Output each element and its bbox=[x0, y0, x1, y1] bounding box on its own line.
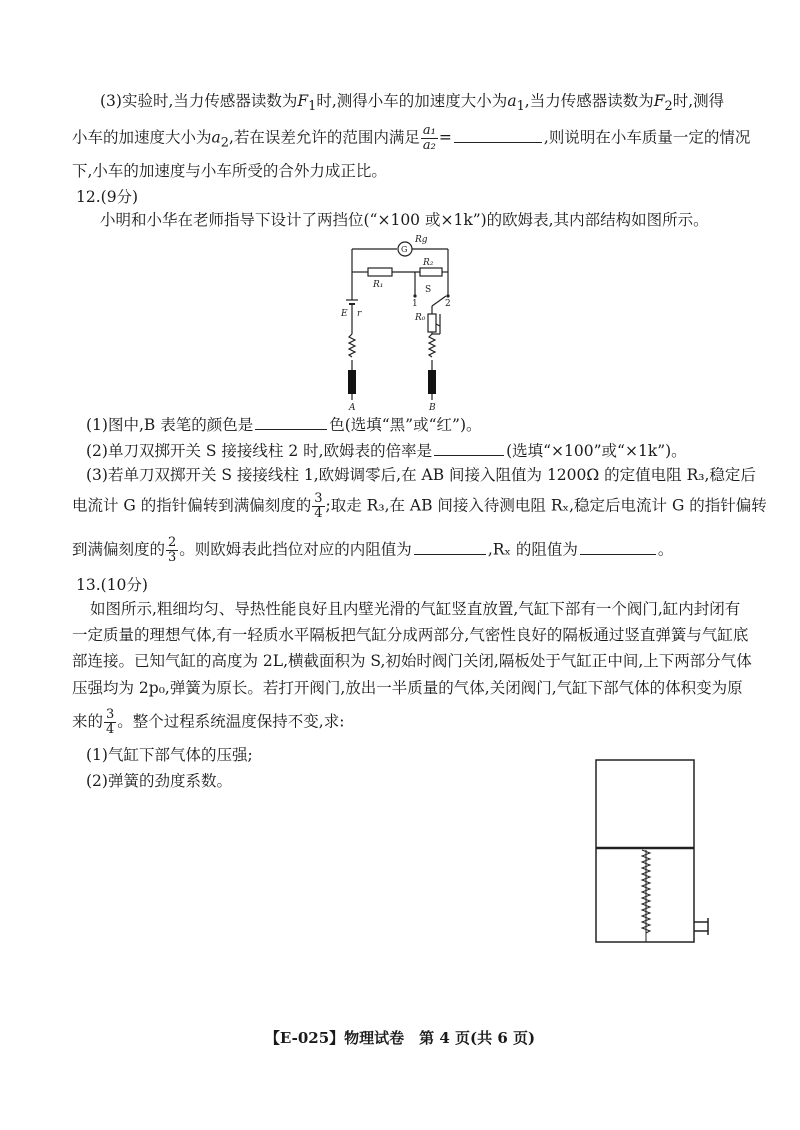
rheostat-r0 bbox=[428, 314, 436, 332]
cylinder-diagram bbox=[590, 756, 720, 946]
spring bbox=[642, 850, 650, 942]
q12-sub3-line2: 电流计 G 的指针偏转到满偏刻度的 $\frac{3}{4}$ ;取走 R₃,在 AB 间接入待测电阻 Rₓ,稳定后电流计 G 的指针偏转 bbox=[72, 491, 767, 521]
answer-blank-internal-resistance[interactable] bbox=[414, 540, 486, 555]
page-footer: 【E-025】物理试卷 第 4 页(共 6 页) bbox=[264, 1029, 536, 1047]
svg-text:1: 1 bbox=[412, 299, 418, 309]
answer-blank-multiplier[interactable] bbox=[434, 441, 504, 456]
q13-sub1: (1)气缸下部气体的压强; bbox=[86, 746, 253, 764]
svg-text:E: E bbox=[341, 309, 348, 319]
q12-sub3-line1: (3)若单刀双掷开关 S 接接线柱 1,欧姆调零后,在 AB 间接入阻值为 1200Ω 的定值电阻 R₃,稳定后 bbox=[86, 466, 756, 484]
resistor-r2 bbox=[420, 268, 442, 276]
svg-text:G: G bbox=[401, 245, 408, 254]
svg-text:B: B bbox=[429, 403, 436, 413]
svg-text:R₁: R₁ bbox=[373, 280, 384, 290]
q12-heading: 12.(9分) bbox=[76, 188, 139, 206]
q11-3-line3: 下,小车的加速度与小车所受的合外力成正比。 bbox=[72, 162, 387, 180]
q12-sub1: (1)图中,B 表笔的颜色是 色(选填“黑”或“红”)。 bbox=[86, 416, 482, 434]
ohmmeter-circuit-diagram bbox=[335, 234, 475, 414]
q12-sub2: (2)单刀双掷开关 S 接接线柱 2 时,欧姆表的倍率是 (选填“×100”或“×1k”)。 bbox=[86, 442, 687, 460]
probe-a bbox=[348, 370, 356, 394]
svg-text:r: r bbox=[357, 309, 362, 319]
svg-text:R₂: R₂ bbox=[423, 258, 434, 268]
svg-text:R₀: R₀ bbox=[415, 313, 426, 323]
svg-text:S: S bbox=[425, 285, 432, 295]
q13-para-4: 压强均为 2p₀,弹簧为原长。若打开阀门,放出一半质量的气体,关闭阀门,气缸下部气体的体积变为原 bbox=[72, 679, 743, 697]
q11-3-line2: 小车的加速度大小为$a_2$,若在误差允许的范围内满足 $\frac{\text{a₁}}{\text{a₂}}$ = ,则说明在小车质量一定的情况 bbox=[72, 123, 751, 153]
q13-para-1: 如图所示,粗细均匀、导热性能良好且内壁光滑的气缸竖直放置,气缸下部有一个阀门,缸内封闭有 bbox=[90, 600, 741, 618]
answer-blank-rx[interactable] bbox=[580, 540, 656, 555]
answer-blank-ratio[interactable] bbox=[454, 128, 542, 143]
probe-b bbox=[428, 370, 436, 394]
ratio-fraction: $\frac{\text{a₁}}{\text{a₂}}$ bbox=[422, 123, 436, 153]
q13-para-2: 一定质量的理想气体,有一轻质水平隔板把气缸分成两部分,气密性良好的隔板通过竖直弹簧与气缸底 bbox=[72, 626, 749, 644]
q13-para-3: 部连接。已知气缸的高度为 2L,横截面积为 S,初始时阀门关闭,隔板处于气缸正中间,上下两部分气体 bbox=[72, 652, 752, 670]
q11-3-line1: (3)实验时,当力传感器读数为$F_1$时,测得小车的加速度大小为$a_1$,当力传感器读数为$F_2$时,测得 bbox=[100, 92, 725, 115]
svg-text:A: A bbox=[349, 403, 356, 413]
q13-heading: 13.(10分) bbox=[76, 576, 148, 594]
q12-intro: 小明和小华在老师指导下设计了两挡位(“×100 或×1k”)的欧姆表,其内部结构如图所示。 bbox=[100, 211, 709, 229]
answer-blank-probe-color[interactable] bbox=[255, 415, 327, 430]
resistor-r1 bbox=[368, 268, 392, 276]
q12-sub3-line3: 到满偏刻度的 $\frac{2}{3}$ 。则欧姆表此挡位对应的内阻值为 ,Rₓ 的阻值为 。 bbox=[72, 535, 674, 565]
svg-text:2: 2 bbox=[445, 299, 451, 309]
q13-sub2: (2)弹簧的劲度系数。 bbox=[86, 772, 232, 790]
svg-text:Rg: Rg bbox=[415, 235, 428, 245]
q13-para-5: 来的 $\frac{3}{4}$ 。整个过程系统温度保持不变,求: bbox=[72, 707, 345, 737]
